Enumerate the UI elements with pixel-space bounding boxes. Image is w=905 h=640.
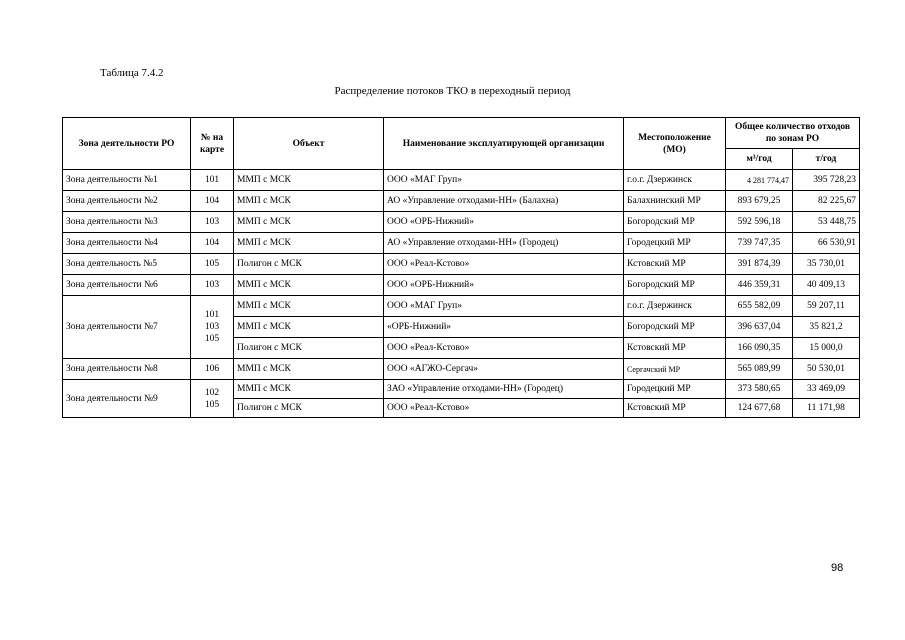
zone-cell: Зона деятельности №6	[63, 275, 191, 296]
object-cell: ММП с МСК	[234, 359, 384, 380]
operator-cell: «ОРБ-Нижний»	[384, 317, 624, 338]
header-zone: Зона деятельности РО	[63, 118, 191, 170]
m3-cell: 592 596,18	[726, 212, 793, 233]
m3-cell: 893 679,25	[726, 191, 793, 212]
location-cell: г.о.г. Дзержинск	[624, 296, 726, 317]
location-cell: Кстовский МР	[624, 254, 726, 275]
map-cell: 101	[191, 170, 234, 191]
object-cell: ММП с МСК	[234, 380, 384, 399]
header-total: Общее количество отходов по зонам РО	[726, 118, 860, 149]
waste-flow-table	[62, 117, 860, 418]
m3-cell: 4 281 774,47	[726, 170, 793, 191]
table-title: Распределение потоков ТКО в переходный период	[334, 85, 571, 97]
table-row	[63, 380, 860, 399]
location-cell: Балахнинский МР	[624, 191, 726, 212]
location-cell: Кстовский МР	[624, 399, 726, 418]
zone-cell: Зона деятельности №7	[63, 296, 191, 359]
location-cell: Городецкий МР	[624, 233, 726, 254]
m3-cell: 655 582,09	[726, 296, 793, 317]
page-number: 98	[831, 562, 844, 574]
map-cell: 103	[191, 275, 234, 296]
header-map: № на карте	[191, 118, 234, 170]
location-cell: Богородский МР	[624, 212, 726, 233]
zone-cell: Зона деятельности №1	[63, 170, 191, 191]
map-cell: 106	[191, 359, 234, 380]
object-cell: ММП с МСК	[234, 275, 384, 296]
map-number: 102	[204, 387, 220, 398]
operator-cell: ООО «ОРБ-Нижний»	[384, 212, 624, 233]
map-cell: 104	[191, 191, 234, 212]
operator-cell: ООО «Реал-Кстово»	[384, 254, 624, 275]
zone-cell: Зона деятельности №9	[63, 380, 191, 418]
t-cell: 59 207,11	[793, 296, 860, 317]
operator-cell: АО «Управление отходами-НН» (Городец)	[384, 233, 624, 254]
header-m3: м³/год	[726, 149, 793, 170]
t-cell: 40 409,13	[793, 275, 860, 296]
object-cell: ММП с МСК	[234, 212, 384, 233]
location-cell: Кстовский МР	[624, 338, 726, 359]
operator-cell: ООО «ОРБ-Нижний»	[384, 275, 624, 296]
t-cell: 82 225,67	[793, 191, 860, 212]
header-row	[63, 118, 860, 149]
table-row	[63, 275, 860, 296]
map-number: 105	[204, 334, 220, 344]
map-number: 105	[204, 399, 220, 410]
operator-cell: ЗАО «Управление отходами-НН» (Городец)	[384, 380, 624, 399]
table-row	[63, 191, 860, 212]
location-cell: Городецкий МР	[624, 380, 726, 399]
map-cell	[191, 380, 234, 418]
object-cell: Полигон с МСК	[234, 399, 384, 418]
object-cell: ММП с МСК	[234, 296, 384, 317]
operator-cell: ООО «Реал-Кстово»	[384, 399, 624, 418]
table-row	[63, 170, 860, 191]
object-cell: ММП с МСК	[234, 317, 384, 338]
table-row	[63, 212, 860, 233]
object-cell: ММП с МСК	[234, 170, 384, 191]
zone-cell: Зона деятельности №2	[63, 191, 191, 212]
operator-cell: АО «Управление отходами-НН» (Балахна)	[384, 191, 624, 212]
header-t: т/год	[793, 149, 860, 170]
table-caption: Таблица 7.4.2	[100, 67, 164, 79]
t-cell: 33 469,09	[793, 380, 860, 399]
location-cell: Богородский МР	[624, 275, 726, 296]
t-cell: 50 530,01	[793, 359, 860, 380]
zone-cell: Зона деятельность №5	[63, 254, 191, 275]
table-row	[63, 359, 860, 380]
map-number: 103	[204, 322, 220, 332]
object-cell: Полигон с МСК	[234, 338, 384, 359]
t-cell: 15 000,0	[793, 338, 860, 359]
map-cell: 103	[191, 212, 234, 233]
t-cell: 66 530,91	[793, 233, 860, 254]
map-number: 101	[204, 310, 220, 320]
table-row	[63, 254, 860, 275]
m3-cell: 391 874,39	[726, 254, 793, 275]
t-cell: 53 448,75	[793, 212, 860, 233]
t-cell: 35 821,2	[793, 317, 860, 338]
table-row	[63, 233, 860, 254]
location-cell: Сергачский МР	[624, 359, 726, 380]
zone-cell: Зона деятельности №3	[63, 212, 191, 233]
location-cell: г.о.г. Дзержинск	[624, 170, 726, 191]
table-row	[63, 296, 860, 317]
m3-cell: 396 637,04	[726, 317, 793, 338]
m3-cell: 565 089,99	[726, 359, 793, 380]
t-cell: 395 728,23	[793, 170, 860, 191]
zone-cell: Зона деятельности №4	[63, 233, 191, 254]
operator-cell: ООО «Реал-Кстово»	[384, 338, 624, 359]
header-location: Местоположение (МО)	[624, 118, 726, 170]
t-cell: 35 730,01	[793, 254, 860, 275]
object-cell: ММП с МСК	[234, 233, 384, 254]
header-operator: Наименование эксплуатирующей организации	[384, 118, 624, 170]
zone-cell: Зона деятельности №8	[63, 359, 191, 380]
m3-cell: 373 580,65	[726, 380, 793, 399]
map-cell: 104	[191, 233, 234, 254]
object-cell: ММП с МСК	[234, 191, 384, 212]
header-object: Объект	[234, 118, 384, 170]
location-cell: Богородский МР	[624, 317, 726, 338]
map-cell	[191, 296, 234, 359]
operator-cell: ООО «МАГ Груп»	[384, 170, 624, 191]
m3-cell: 739 747,35	[726, 233, 793, 254]
m3-cell: 446 359,31	[726, 275, 793, 296]
map-cell: 105	[191, 254, 234, 275]
operator-cell: ООО «АГЖО-Сергач»	[384, 359, 624, 380]
m3-cell: 124 677,68	[726, 399, 793, 418]
object-cell: Полигон с МСК	[234, 254, 384, 275]
m3-cell: 166 090,35	[726, 338, 793, 359]
t-cell: 11 171,98	[793, 399, 860, 418]
operator-cell: ООО «МАГ Груп»	[384, 296, 624, 317]
